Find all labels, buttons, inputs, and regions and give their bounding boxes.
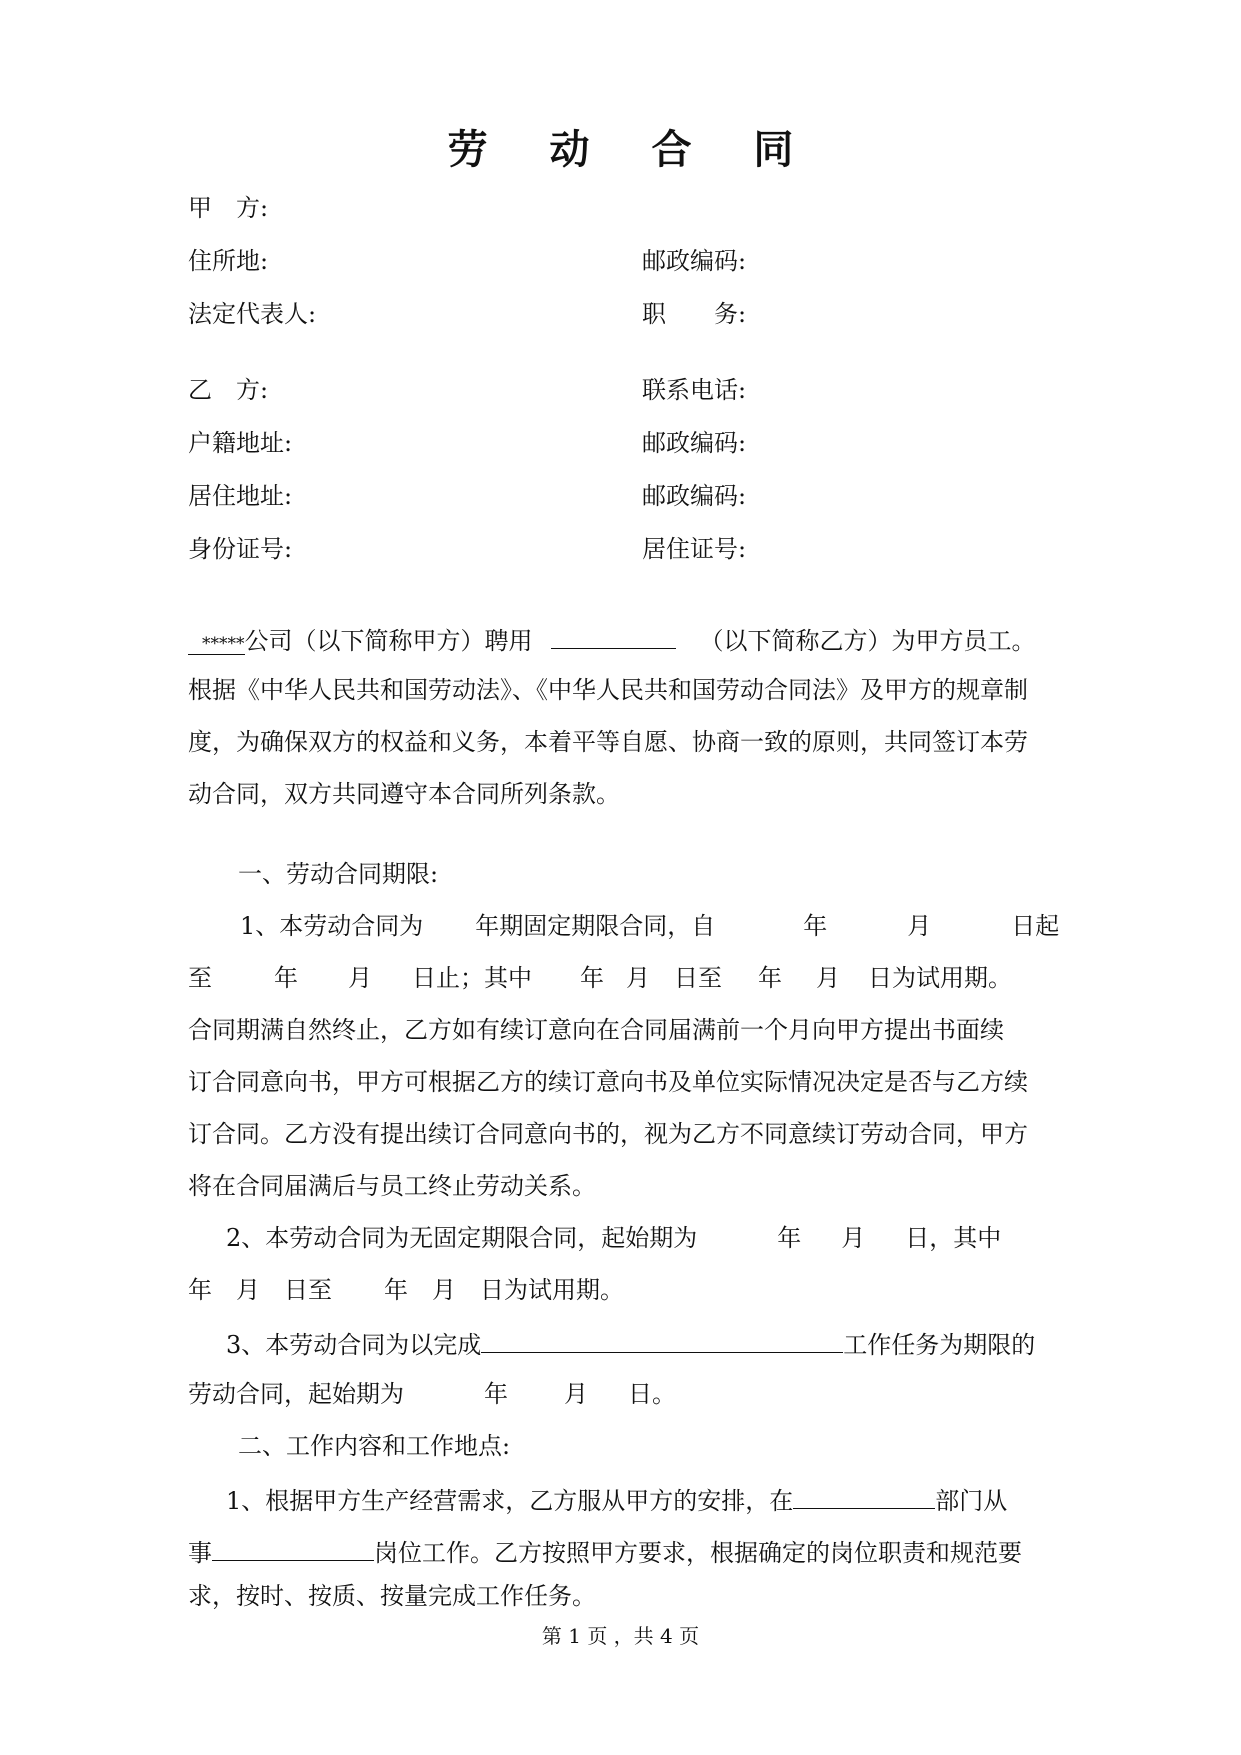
s1-item3-month: 月	[564, 1380, 588, 1408]
s1-item3-year: 年	[484, 1380, 508, 1408]
s2-item1-text-c: 事	[188, 1539, 212, 1567]
s1-item1-para-3: 订合同。乙方没有提出续订合同意向书的，视为乙方不同意续订劳动合同，甲方	[188, 1120, 1028, 1148]
intro-line-4: 动合同，双方共同遵守本合同所列条款。	[188, 780, 620, 808]
s1-item2-probation: 日为试用期。	[480, 1276, 624, 1304]
s1-item1-text-a: 1、本劳动合同为	[240, 912, 424, 940]
s2-item1-line3: 求，按时、按质、按量完成工作任务。	[188, 1582, 596, 1610]
s1-probation: 日为试用期。	[868, 964, 1012, 992]
party-b-name-label: 乙 方:	[188, 376, 269, 404]
s1-item3-line1	[226, 1326, 1035, 1361]
s1-item1-day-start: 日起	[1011, 912, 1060, 940]
s1-item2-year-2: 年	[188, 1276, 212, 1304]
s2-item1-text-d: 岗位工作。乙方按照甲方要求，根据确定的岗位职责和规范要	[374, 1539, 1022, 1567]
s1-item1-year: 年	[803, 912, 828, 940]
s1-item1-text-b: 年期固定期限合同，自	[475, 912, 716, 940]
employee-name-blank	[551, 622, 676, 649]
s1-item2-text: 2、本劳动合同为无固定期限合同，起始期为	[226, 1224, 698, 1252]
s1-year-4: 年	[758, 964, 782, 992]
section-2-heading: 二、工作内容和工作地点:	[238, 1432, 511, 1460]
position-label: 职 务:	[642, 300, 747, 328]
s1-item2-day-to: 日至	[284, 1276, 332, 1304]
residence-postcode-label: 邮政编码:	[642, 482, 747, 510]
s1-item2-year: 年	[777, 1224, 802, 1252]
s1-year-3: 年	[580, 964, 604, 992]
s1-item1-month: 月	[907, 912, 932, 940]
company-name-masked: *****	[188, 628, 245, 655]
s1-item2-line1	[226, 1222, 1001, 1254]
s1-item1-line2	[188, 962, 1012, 994]
s1-item2-month: 月	[841, 1224, 866, 1252]
s1-item2-month-3: 月	[432, 1276, 456, 1304]
s1-day-to: 日至	[674, 964, 722, 992]
s1-year-2: 年	[274, 964, 298, 992]
intro-line-3: 度，为确保双方的权益和义务，本着平等自愿、协商一致的原则，共同签订本劳	[188, 728, 1028, 756]
contact-phone-label: 联系电话:	[642, 376, 747, 404]
s1-to: 至	[188, 964, 212, 992]
hukou-address-label: 户籍地址:	[188, 429, 293, 457]
legal-representative-label: 法定代表人:	[188, 300, 317, 328]
section-1-heading: 一、劳动合同期限:	[238, 860, 439, 888]
s1-month-4: 月	[816, 964, 840, 992]
task-blank	[481, 1326, 843, 1353]
s1-item2-line2	[188, 1274, 624, 1306]
s1-item2-month-2: 月	[236, 1276, 260, 1304]
intro-line-2: 根据《中华人民共和国劳动法》、《中华人民共和国劳动合同法》及甲方的规章制	[188, 676, 1028, 704]
id-number-label: 身份证号:	[188, 535, 293, 563]
s1-item3-text-b: 工作任务为期限的	[843, 1331, 1036, 1359]
intro-company-text: 公司（以下简称甲方）聘用	[244, 627, 533, 655]
s2-item1-text-b: 部门从	[935, 1487, 1008, 1515]
s1-day-end: 日止；其中	[412, 964, 532, 992]
party-a-postcode-label: 邮政编码:	[642, 247, 747, 275]
s1-item1-line1	[240, 910, 1059, 942]
hukou-postcode-label: 邮政编码:	[642, 429, 747, 457]
document-title: 劳 动 合 同	[447, 127, 818, 173]
post-blank	[212, 1534, 374, 1561]
s1-item1-para-4: 将在合同届满后与员工终止劳动关系。	[188, 1172, 596, 1200]
s1-item3-text-c: 劳动合同，起始期为	[188, 1380, 404, 1408]
party-a-address-label: 住所地:	[188, 247, 269, 275]
intro-line-1	[188, 622, 1036, 657]
intro-employee-text: （以下简称乙方）为甲方员工。	[699, 627, 1036, 655]
s1-item3-day: 日。	[628, 1380, 676, 1408]
residence-permit-label: 居住证号:	[642, 535, 747, 563]
party-a-name-label: 甲 方:	[188, 194, 269, 222]
s2-item1-line2	[188, 1534, 1022, 1569]
page-footer: 第 1 页 ，共 4 页	[541, 1624, 700, 1648]
department-blank	[793, 1482, 935, 1509]
s1-month-3: 月	[626, 964, 650, 992]
s1-item3-line2	[188, 1378, 676, 1410]
s1-item2-year-3: 年	[384, 1276, 408, 1304]
residence-address-label: 居住地址:	[188, 482, 293, 510]
s2-item1-text-a: 1、根据甲方生产经营需求，乙方服从甲方的安排，在	[226, 1487, 794, 1515]
s2-item1-line1	[226, 1482, 1007, 1517]
s1-month-2: 月	[348, 964, 372, 992]
s1-item3-text-a: 3、本劳动合同为以完成	[226, 1331, 482, 1359]
s1-item2-day: 日，其中	[905, 1224, 1002, 1252]
s1-item1-para-2: 订合同意向书，甲方可根据乙方的续订意向书及单位实际情况决定是否与乙方续	[188, 1068, 1028, 1096]
s1-item1-para-1: 合同期满自然终止，乙方如有续订意向在合同届满前一个月向甲方提出书面续	[188, 1016, 1004, 1044]
